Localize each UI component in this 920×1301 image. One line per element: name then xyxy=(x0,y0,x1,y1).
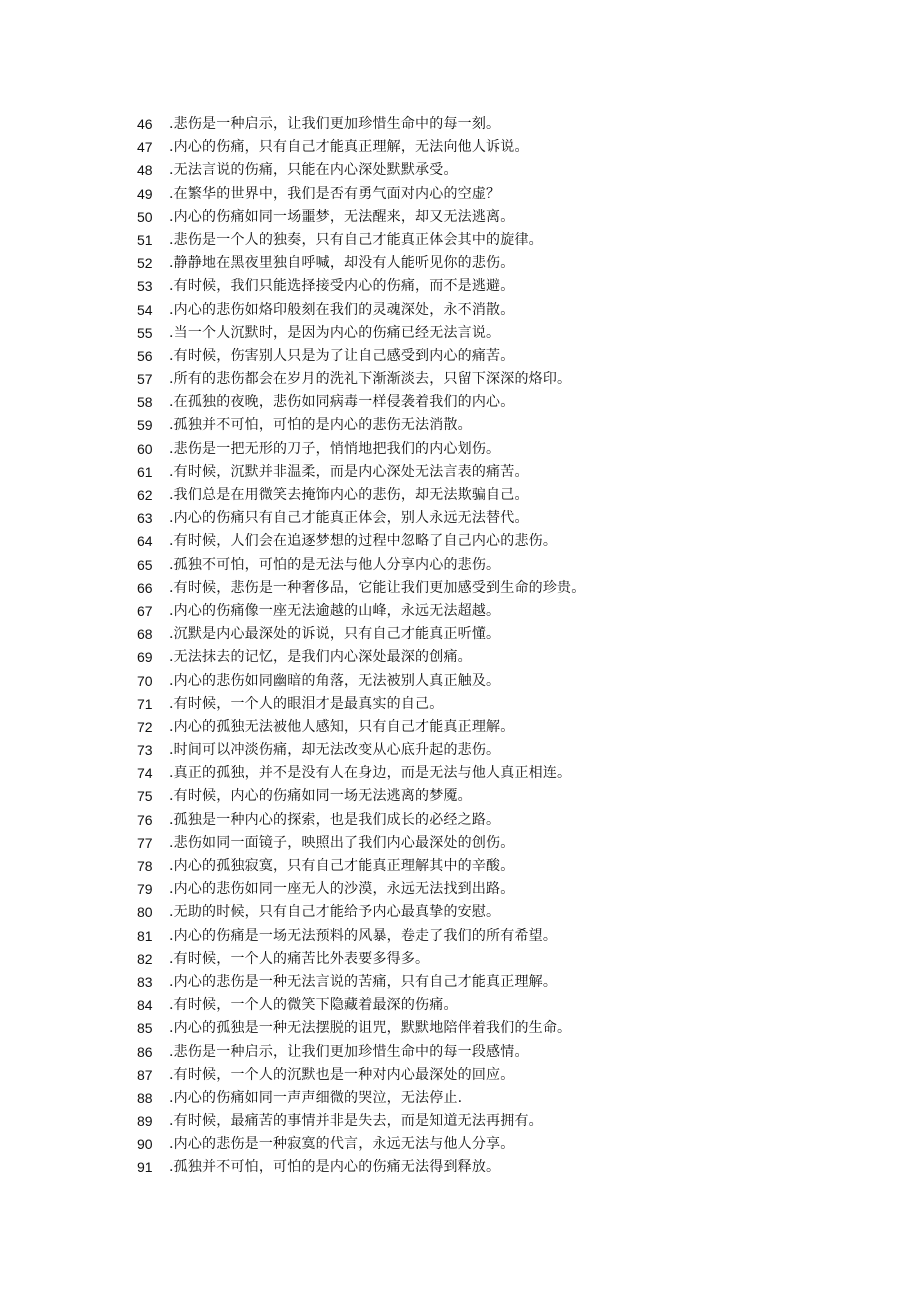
line-text: .内心的悲伤是一种无法言说的苦痛，只有自己才能真正理解。 xyxy=(169,973,558,990)
text-line xyxy=(137,391,585,414)
line-number: 47 xyxy=(137,139,153,156)
line-number: 62 xyxy=(137,487,153,503)
line-text: .在繁华的世界中，我们是否有勇气面对内心的空虚？ xyxy=(169,185,501,202)
line-text: .有时候，我们只能选择接受内心的伤痛，而不是逃避。 xyxy=(169,278,515,295)
text-line xyxy=(137,901,585,924)
line-number: 46 xyxy=(137,116,153,132)
line-text: .有时候，一个人的痛苦比外表要多得多。 xyxy=(169,950,430,967)
line-text: .有时候，一个人的微笑下隐藏着最深的伤痛。 xyxy=(169,997,458,1014)
line-text: .有时候，悲伤是一种奢侈品，它能让我们更加感受到生命的珍贵。 xyxy=(169,579,586,596)
line-text: .有时候，沉默并非温柔，而是内心深处无法言表的痛苦。 xyxy=(169,463,529,480)
text-line xyxy=(137,623,585,646)
line-number: 70 xyxy=(137,672,153,689)
line-number: 88 xyxy=(137,1089,153,1106)
line-text: .内心的孤独是一种无法摆脱的诅咒，默默地陪伴着我们的生命。 xyxy=(169,1020,572,1037)
line-text: .有时候，伤害别人只是为了让自己感受到内心的痛苦。 xyxy=(169,347,515,364)
line-number: 54 xyxy=(137,301,153,318)
text-line xyxy=(137,762,585,785)
line-number: 52 xyxy=(137,255,153,272)
line-text: .内心的悲伤如烙印般刻在我们的灵魂深处，永不消散。 xyxy=(169,301,515,318)
numbered-line-list xyxy=(137,113,585,1180)
line-number: 87 xyxy=(137,1066,153,1083)
text-line xyxy=(137,275,585,298)
text-line xyxy=(137,1133,585,1156)
line-number: 73 xyxy=(137,742,153,759)
line-number: 69 xyxy=(137,649,153,666)
line-text: .内心的伤痛是一场无法预料的风暴，卷走了我们的所有希望。 xyxy=(169,927,558,944)
text-line xyxy=(137,994,585,1017)
line-text: .内心的孤独无法被他人感知，只有自己才能真正理解。 xyxy=(169,718,515,735)
line-number: 72 xyxy=(137,718,153,735)
text-line xyxy=(137,414,585,437)
line-number: 63 xyxy=(137,510,153,527)
text-line xyxy=(137,971,585,994)
line-text: .真正的孤独，并不是没有人在身边，而是无法与他人真正相连。 xyxy=(169,765,572,782)
line-text: .内心的悲伤如同幽暗的角落，无法被别人真正触及。 xyxy=(169,672,501,689)
text-line xyxy=(137,554,585,577)
line-number: 59 xyxy=(137,417,153,434)
line-number: 82 xyxy=(137,950,153,967)
text-line xyxy=(137,832,585,855)
line-number: 55 xyxy=(137,324,153,341)
line-number: 79 xyxy=(137,881,153,898)
line-text: .有时候，内心的伤痛如同一场无法逃离的梦魇。 xyxy=(169,788,472,805)
line-text: .静静地在黑夜里独自呼喊，却没有人能听见你的悲伤。 xyxy=(169,255,515,272)
line-text: .无法抹去的记忆，是我们内心深处最深的创痛。 xyxy=(169,649,472,666)
text-line xyxy=(137,530,585,553)
line-text: .内心的伤痛只有自己才能真正体会，别人永远无法替代。 xyxy=(169,510,529,527)
line-text: .有时候，一个人的沉默也是一种对内心最深处的回应。 xyxy=(169,1066,515,1083)
line-text: .孤独并不可怕，可怕的是内心的悲伤无法消散。 xyxy=(169,417,472,434)
text-line xyxy=(137,1087,585,1110)
text-line xyxy=(137,855,585,878)
line-text: .内心的孤独寂寞，只有自己才能真正理解其中的辛酸。 xyxy=(169,858,515,874)
line-number: 57 xyxy=(137,371,153,388)
line-number: 74 xyxy=(137,765,153,782)
text-line xyxy=(137,299,585,322)
line-number: 56 xyxy=(137,347,153,364)
line-text: .有时候，一个人的眼泪才是最真实的自己。 xyxy=(169,695,444,712)
text-line xyxy=(137,507,585,530)
text-line xyxy=(137,229,585,252)
line-number: 64 xyxy=(137,533,153,550)
line-text: .孤独并不可怕，可怕的是内心的伤痛无法得到释放。 xyxy=(169,1159,501,1176)
text-line xyxy=(137,948,585,971)
line-text: .在孤独的夜晚，悲伤如同病毒一样侵袭着我们的内心。 xyxy=(169,394,515,411)
text-line xyxy=(137,322,585,345)
line-number: 80 xyxy=(137,904,153,921)
text-line xyxy=(137,206,585,229)
line-text: .无法言说的伤痛，只能在内心深处默默承受。 xyxy=(169,162,458,179)
line-number: 71 xyxy=(137,695,153,712)
text-line xyxy=(137,1041,585,1064)
line-text: .有时候，最痛苦的事情并非是失去，而是知道无法再拥有。 xyxy=(169,1113,543,1130)
line-number: 90 xyxy=(137,1136,153,1153)
line-number: 75 xyxy=(137,788,153,805)
text-line xyxy=(137,113,585,136)
line-text: .内心的伤痛如同一声声细微的哭泣，无法停止. xyxy=(169,1089,463,1106)
line-text: .时间可以冲淡伤痛，却无法改变从心底升起的悲伤。 xyxy=(169,742,501,759)
text-line xyxy=(137,1156,585,1179)
text-line xyxy=(137,646,585,669)
line-text: .悲伤是一种启示，让我们更加珍惜生命中的每一刻。 xyxy=(169,116,501,132)
line-number: 85 xyxy=(137,1020,153,1037)
text-line xyxy=(137,577,585,600)
text-line xyxy=(137,438,585,461)
text-line xyxy=(137,1017,585,1040)
line-number: 50 xyxy=(137,208,153,225)
line-number: 65 xyxy=(137,556,153,573)
line-number: 60 xyxy=(137,440,153,457)
line-number: 81 xyxy=(137,927,153,944)
line-text: .孤独不可怕，可怕的是无法与他人分享内心的悲伤。 xyxy=(169,556,501,573)
line-number: 83 xyxy=(137,973,153,990)
line-text: .内心的伤痛如同一场噩梦，无法醒来，却又无法逃离。 xyxy=(169,208,515,225)
text-line xyxy=(137,878,585,901)
line-text: .悲伤是一种启示，让我们更加珍惜生命中的每一段感情。 xyxy=(169,1043,529,1060)
text-line xyxy=(137,925,585,948)
line-number: 53 xyxy=(137,278,153,295)
text-line xyxy=(137,739,585,762)
text-line xyxy=(137,785,585,808)
text-line xyxy=(137,159,585,182)
text-line xyxy=(137,252,585,275)
line-number: 77 xyxy=(137,834,153,851)
text-line xyxy=(137,484,585,507)
line-number: 61 xyxy=(137,463,153,480)
line-text: .内心的伤痛，只有自己才能真正理解，无法向他人诉说。 xyxy=(169,139,529,156)
line-text: .内心的悲伤如同一座无人的沙漠，永远无法找到出路。 xyxy=(169,881,515,898)
line-text: .有时候，人们会在追逐梦想的过程中忽略了自己内心的悲伤。 xyxy=(169,533,558,550)
line-text: .我们总是在用微笑去掩饰内心的悲伤，却无法欺骗自己。 xyxy=(169,487,529,503)
text-line xyxy=(137,136,585,159)
line-number: 58 xyxy=(137,394,153,411)
line-text: .无助的时候，只有自己才能给予内心最真挚的安慰。 xyxy=(169,904,501,921)
line-number: 49 xyxy=(137,185,153,202)
line-text: .孤独是一种内心的探索，也是我们成长的必经之路。 xyxy=(169,811,501,828)
text-line xyxy=(137,809,585,832)
line-text: .内心的伤痛像一座无法逾越的山峰，永远无法超越。 xyxy=(169,602,501,619)
text-line xyxy=(137,183,585,206)
text-line xyxy=(137,693,585,716)
line-number: 91 xyxy=(137,1159,153,1176)
line-number: 68 xyxy=(137,626,153,643)
line-number: 66 xyxy=(137,579,153,596)
line-number: 76 xyxy=(137,811,153,828)
text-line xyxy=(137,1064,585,1087)
line-text: .悲伤是一把无形的刀子，悄悄地把我们的内心划伤。 xyxy=(169,440,501,457)
text-line xyxy=(137,368,585,391)
line-text: .悲伤如同一面镜子，映照出了我们内心最深处的创伤。 xyxy=(169,834,515,851)
line-number: 86 xyxy=(137,1043,153,1060)
line-number: 51 xyxy=(137,231,153,248)
line-text: .沉默是内心最深处的诉说，只有自己才能真正听懂。 xyxy=(169,626,501,643)
text-line xyxy=(137,1110,585,1133)
text-line xyxy=(137,600,585,623)
line-number: 78 xyxy=(137,858,153,874)
line-text: .内心的悲伤是一种寂寞的代言，永远无法与他人分享。 xyxy=(169,1136,515,1153)
text-line xyxy=(137,670,585,693)
text-line xyxy=(137,345,585,368)
line-number: 48 xyxy=(137,162,153,179)
line-number: 67 xyxy=(137,602,153,619)
text-line xyxy=(137,461,585,484)
line-text: .悲伤是一个人的独奏，只有自己才能真正体会其中的旋律。 xyxy=(169,231,543,248)
line-text: .所有的悲伤都会在岁月的洗礼下渐渐淡去，只留下深深的烙印。 xyxy=(169,371,572,388)
line-text: .当一个人沉默时，是因为内心的伤痛已经无法言说。 xyxy=(169,324,501,341)
line-number: 89 xyxy=(137,1113,153,1130)
line-number: 84 xyxy=(137,997,153,1014)
text-line xyxy=(137,716,585,739)
